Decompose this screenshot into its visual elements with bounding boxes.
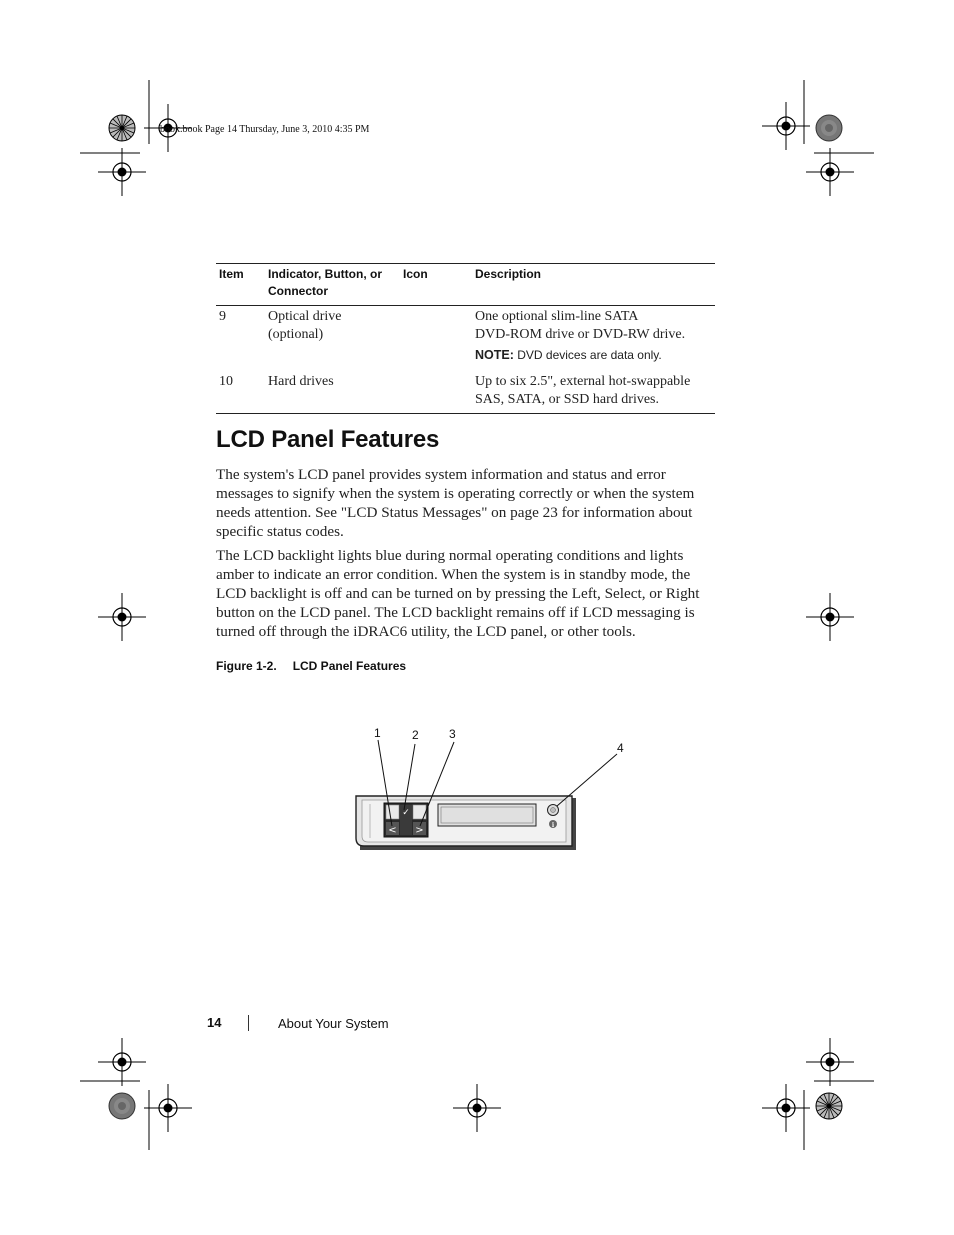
section-title: LCD Panel Features — [216, 426, 440, 453]
header-description: Description — [475, 267, 542, 281]
figure-caption — [216, 659, 406, 673]
row-9-name: Optical drive (optional) — [268, 309, 342, 342]
callout-1: 1 — [374, 726, 381, 740]
header-bottom-rule — [216, 305, 715, 306]
callout-3: 3 — [449, 727, 456, 741]
callout-2: 2 — [412, 728, 419, 742]
right-arrow-icon: > — [415, 825, 424, 836]
print-slug: book.book Page 14 Thursday, June 3, 2010 4:35 PM — [160, 124, 370, 135]
header-icon: Icon — [403, 267, 428, 281]
row-9-description: One optional slim-line SATA DVD-ROM drive or DVD-RW drive. — [475, 309, 686, 342]
footer-divider — [248, 1015, 249, 1031]
row-9-note — [475, 348, 662, 362]
checkmark-icon: ✓ — [402, 808, 410, 818]
row-10-description: Up to six 2.5", external hot-swappable SAS, SATA, or SSD hard drives. — [475, 374, 691, 407]
callout-4: 4 — [617, 741, 624, 755]
figure-number: Figure 1-2. — [216, 659, 277, 673]
header-item: Item — [219, 267, 244, 281]
figure-title: LCD Panel Features — [292, 659, 407, 673]
row-10-item: 10 — [219, 374, 233, 389]
paragraph-lcd-backlight: The LCD backlight lights blue during normal operating conditions and lights amber to indicate an error condition. When the system is in standby mode, the LCD backlight is off and can be turned on by pressing the Left, Select, or Right button on the LCD panel. The LCD backlight remains off if LCD messaging is turned off through the iDRAC6 utility, the LCD panel, or other tools. — [216, 547, 700, 640]
footer-chapter-title: About Your System — [278, 1016, 389, 1031]
paragraph-lcd-overview: The system's LCD panel provides system information and status and error messages to signify when the system is operating correctly or when the system needs attention. See "LCD Status Messages" on page 23 for information about specific status codes. — [216, 466, 695, 540]
lcd-panel-figure — [340, 718, 640, 858]
left-arrow-icon: < — [388, 825, 397, 836]
page-number: 14 — [207, 1015, 222, 1030]
table-top-rule — [216, 263, 715, 264]
table-bottom-rule — [216, 413, 715, 414]
header-indicator: Indicator, Button, or Connector — [268, 267, 382, 298]
row-10-name: Hard drives — [268, 374, 334, 389]
note-text: DVD devices are data only. — [513, 348, 662, 362]
note-label: NOTE: — [475, 348, 514, 362]
callout-line-4 — [557, 754, 617, 806]
svg-text:i: i — [551, 822, 555, 829]
row-9-item: 9 — [219, 309, 226, 324]
